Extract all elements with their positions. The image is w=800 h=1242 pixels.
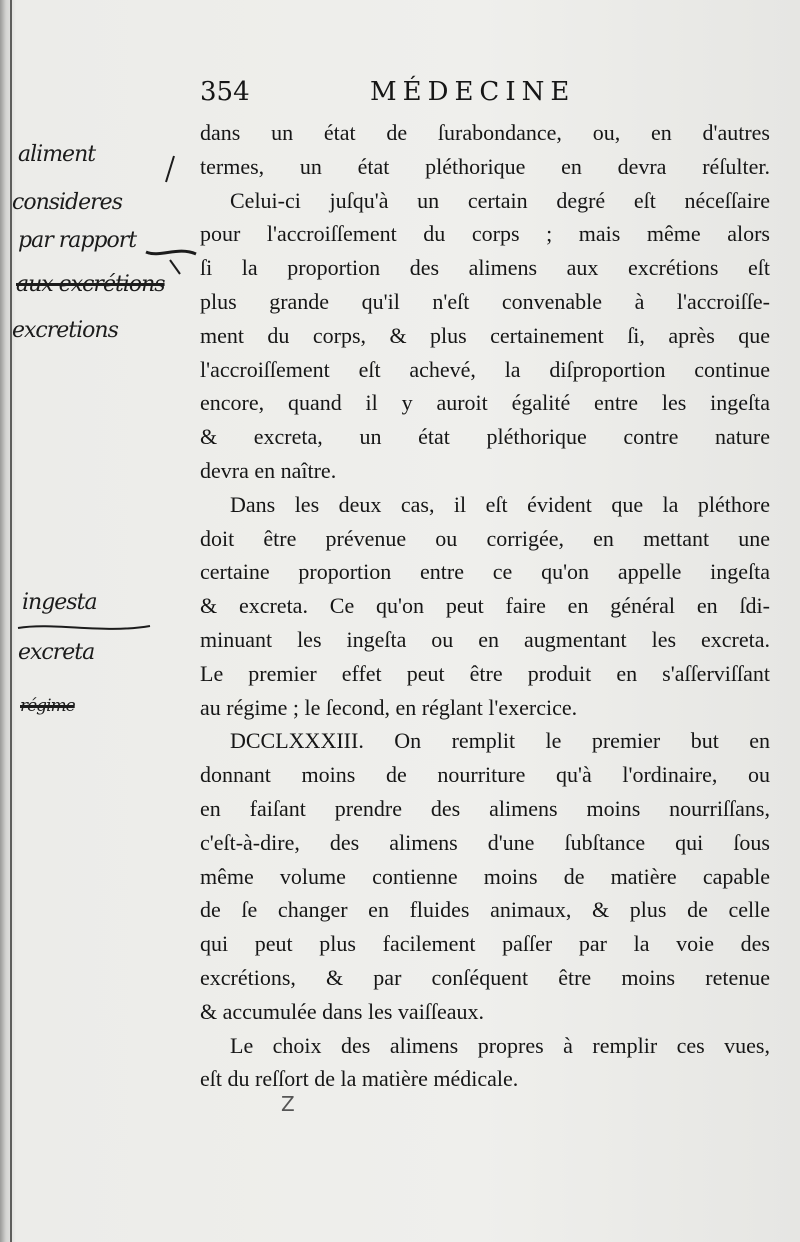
margin-note: régime	[20, 696, 75, 716]
text-line: dans un état de ſurabondance, ou, en d'autres	[200, 120, 770, 145]
text-line: en faiſant prendre des alimens moins nourriſſans,	[200, 795, 770, 821]
margin-note: consideres	[12, 190, 122, 215]
text-line: c'eſt-à-dire, des alimens d'une ſubſtance qui ſous	[200, 829, 770, 855]
text-line: eſt du reſſort de la matière médicale.	[200, 1066, 519, 1092]
page-header	[200, 74, 760, 110]
underline-stroke-icon	[14, 618, 154, 638]
margin-note: ingesta	[22, 590, 97, 615]
text-line: de ſe changer en fluides animaux, & plus de celle	[200, 897, 770, 923]
text-line: même volume contienne moins de matière capable	[200, 863, 770, 889]
text-line: termes, un état pléthorique en devra réſulter.	[200, 153, 770, 179]
running-title: MÉDECINE	[370, 77, 576, 107]
text-line: Le choix des alimens propres à remplir ces vues,	[230, 1032, 770, 1058]
text-line: encore, quand il y auroit égalité entre les ingeſta	[200, 390, 770, 416]
text-line: ſi la proportion des alimens aux excrétions eſt	[200, 255, 770, 281]
text-line: DCCLXXXIII. On remplit le premier but en	[230, 728, 770, 754]
text-line: donnant moins de nourriture qu'à l'ordinaire, ou	[200, 762, 770, 788]
margin-note: excretions	[12, 318, 118, 343]
page-number: 354	[200, 77, 250, 107]
text-line: ment du corps, & plus certainement ſi, après que	[200, 322, 770, 348]
body-text	[200, 116, 770, 1096]
margin-note: excreta	[18, 640, 95, 665]
text-line: Dans les deux cas, il eſt évident que la pléthore	[230, 491, 770, 517]
text-line: excrétions, & par conſéquent être moins retenue	[200, 964, 770, 990]
signature-mark: Z	[281, 1092, 295, 1116]
margin-note: par rapport	[18, 228, 137, 253]
text-line: au régime ; le ſecond, en réglant l'exercice.	[200, 694, 578, 720]
text-line: & accumulée dans les vaiſſeaux.	[200, 998, 485, 1024]
text-line: minuant les ingeſta ou en augmentant les excreta.	[200, 626, 770, 652]
text-line: devra en naître.	[200, 457, 337, 483]
text-line: l'accroiſſement eſt achevé, la diſproportion continue	[200, 356, 770, 382]
text-line: qui peut plus facilement paſſer par la voie des	[200, 931, 770, 957]
margin-note: aliment	[18, 142, 96, 167]
text-line: & excreta, un état pléthorique contre nature	[200, 424, 770, 450]
text-line: doit être prévenue ou corrigée, en mettant une	[200, 525, 770, 551]
text-line: Celui-ci juſqu'à un certain degré eſt néceſſaire	[230, 187, 770, 213]
text-line: certaine proportion entre ce qu'on appelle ingeſta	[200, 559, 770, 585]
margin-note: aux excrétions	[16, 272, 165, 297]
pen-stroke-icon	[140, 150, 200, 290]
text-line: & excreta. Ce qu'on peut faire en général en ſdi-	[200, 593, 770, 619]
text-line: plus grande qu'il n'eſt convenable à l'accroiſſe-	[200, 288, 770, 314]
text-line: pour l'accroiſſement du corps ; mais même alors	[200, 221, 770, 247]
page-gutter	[10, 0, 12, 1242]
text-line: Le premier effet peut être produit en s'aſſerviſſant	[200, 660, 770, 686]
